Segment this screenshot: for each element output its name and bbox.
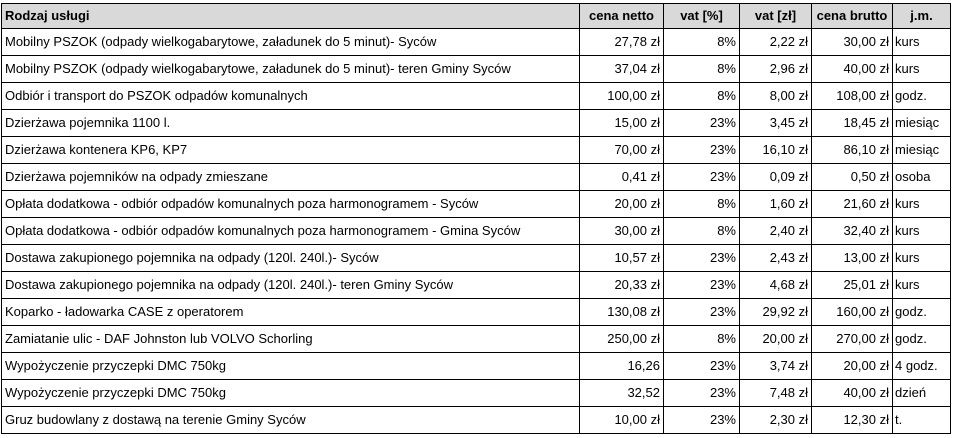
cell-unit: dzień [893,380,951,407]
cell-vat-percent: 8% [664,191,740,218]
header-gross-price: cena brutto [812,4,893,29]
cell-unit: osoba [893,164,951,191]
cell-gross-price: 160,00 zł [812,299,893,326]
cell-net-price: 10,00 zł [580,407,664,434]
cell-service-type: Gruz budowlany z dostawą na terenie Gminy Syców [2,407,580,434]
cell-gross-price: 20,00 zł [812,353,893,380]
cell-unit: kurs [893,191,951,218]
cell-net-price: 37,04 zł [580,56,664,83]
cell-vat-percent: 23% [664,353,740,380]
cell-vat-percent: 23% [664,245,740,272]
cell-unit: miesiąc [893,137,951,164]
table-row [2,29,951,56]
cell-gross-price: 270,00 zł [812,326,893,353]
cell-unit: miesiąc [893,110,951,137]
cell-gross-price: 13,00 zł [812,245,893,272]
cell-service-type: Opłata dodatkowa - odbiór odpadów komunalnych poza harmonogramem - Syców [2,191,580,218]
table-row [2,407,951,434]
cell-service-type: Mobilny PSZOK (odpady wielkogabarytowe, załadunek do 5 minut)- teren Gminy Syców [2,56,580,83]
table-row [2,56,951,83]
cell-gross-price: 40,00 zł [812,56,893,83]
cell-gross-price: 86,10 zł [812,137,893,164]
cell-vat-percent: 23% [664,137,740,164]
cell-unit: godz. [893,326,951,353]
cell-vat-percent: 23% [664,272,740,299]
cell-net-price: 15,00 zł [580,110,664,137]
cell-net-price: 27,78 zł [580,29,664,56]
cell-service-type: Wypożyczenie przyczepki DMC 750kg [2,353,580,380]
cell-vat-amount: 16,10 zł [740,137,812,164]
cell-service-type: Odbiór i transport do PSZOK odpadów komunalnych [2,83,580,110]
cell-vat-amount: 2,40 zł [740,218,812,245]
table-row [2,245,951,272]
cell-vat-amount: 2,96 zł [740,56,812,83]
price-list-sheet [1,3,950,434]
cell-vat-percent: 8% [664,83,740,110]
cell-net-price: 30,00 zł [580,218,664,245]
price-table [1,3,951,434]
table-row [2,299,951,326]
cell-net-price: 100,00 zł [580,83,664,110]
cell-unit: godz. [893,299,951,326]
cell-service-type: Dzierżawa kontenera KP6, KP7 [2,137,580,164]
cell-service-type: Wypożyczenie przyczepki DMC 750kg [2,380,580,407]
cell-vat-percent: 8% [664,29,740,56]
cell-service-type: Dostawa zakupionego pojemnika na odpady (120l. 240l.)- Syców [2,245,580,272]
cell-gross-price: 25,01 zł [812,272,893,299]
cell-gross-price: 108,00 zł [812,83,893,110]
cell-vat-amount: 1,60 zł [740,191,812,218]
table-row [2,326,951,353]
cell-vat-amount: 7,48 zł [740,380,812,407]
cell-gross-price: 30,00 zł [812,29,893,56]
cell-gross-price: 21,60 zł [812,191,893,218]
cell-vat-amount: 3,45 zł [740,110,812,137]
cell-net-price: 130,08 zł [580,299,664,326]
table-row [2,83,951,110]
cell-vat-amount: 0,09 zł [740,164,812,191]
cell-gross-price: 12,30 zł [812,407,893,434]
cell-unit: kurs [893,218,951,245]
cell-vat-percent: 8% [664,56,740,83]
table-row [2,110,951,137]
cell-service-type: Dostawa zakupionego pojemnika na odpady (120l. 240l.)- teren Gminy Syców [2,272,580,299]
cell-net-price: 32,52 [580,380,664,407]
cell-net-price: 10,57 zł [580,245,664,272]
header-vat-percent: vat [%] [664,4,740,29]
table-row [2,191,951,218]
cell-service-type: Zamiatanie ulic - DAF Johnston lub VOLVO Schorling [2,326,580,353]
cell-service-type: Opłata dodatkowa - odbiór odpadów komunalnych poza harmonogramem - Gmina Syców [2,218,580,245]
cell-vat-percent: 8% [664,326,740,353]
header-service-type: Rodzaj usługi [2,4,580,29]
cell-vat-amount: 2,30 zł [740,407,812,434]
table-row [2,380,951,407]
cell-vat-percent: 8% [664,218,740,245]
cell-service-type: Dzierżawa pojemnika 1100 l. [2,110,580,137]
cell-net-price: 20,00 zł [580,191,664,218]
cell-net-price: 16,26 [580,353,664,380]
header-row [2,4,951,29]
header-unit: j.m. [893,4,951,29]
table-row [2,137,951,164]
table-row [2,353,951,380]
cell-gross-price: 18,45 zł [812,110,893,137]
cell-unit: kurs [893,29,951,56]
cell-vat-amount: 2,43 zł [740,245,812,272]
cell-vat-amount: 4,68 zł [740,272,812,299]
cell-unit: kurs [893,272,951,299]
cell-vat-percent: 23% [664,299,740,326]
cell-vat-amount: 2,22 zł [740,29,812,56]
cell-vat-percent: 23% [664,164,740,191]
cell-vat-amount: 3,74 zł [740,353,812,380]
cell-unit: kurs [893,56,951,83]
cell-vat-percent: 23% [664,380,740,407]
table-row [2,218,951,245]
cell-unit: kurs [893,245,951,272]
cell-unit: godz. [893,83,951,110]
cell-vat-amount: 20,00 zł [740,326,812,353]
cell-service-type: Koparko - ładowarka CASE z operatorem [2,299,580,326]
table-row [2,272,951,299]
cell-unit: 4 godz. [893,353,951,380]
cell-unit: t. [893,407,951,434]
cell-net-price: 20,33 zł [580,272,664,299]
cell-gross-price: 32,40 zł [812,218,893,245]
cell-net-price: 70,00 zł [580,137,664,164]
cell-vat-amount: 8,00 zł [740,83,812,110]
cell-service-type: Mobilny PSZOK (odpady wielkogabarytowe, załadunek do 5 minut)- Syców [2,29,580,56]
cell-vat-amount: 29,92 zł [740,299,812,326]
cell-gross-price: 40,00 zł [812,380,893,407]
cell-vat-percent: 23% [664,110,740,137]
cell-net-price: 0,41 zł [580,164,664,191]
table-row [2,164,951,191]
header-net-price: cena netto [580,4,664,29]
cell-service-type: Dzierżawa pojemników na odpady zmieszane [2,164,580,191]
cell-net-price: 250,00 zł [580,326,664,353]
header-vat-amount: vat [zł] [740,4,812,29]
cell-gross-price: 0,50 zł [812,164,893,191]
cell-vat-percent: 23% [664,407,740,434]
